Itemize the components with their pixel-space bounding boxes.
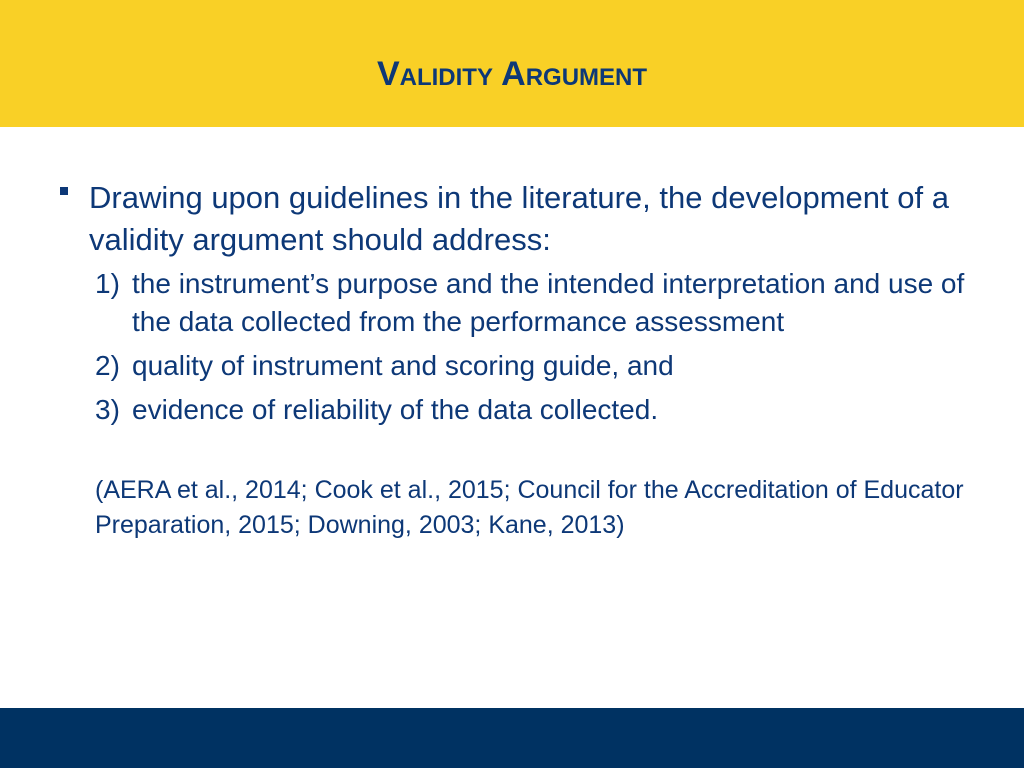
numbered-item-2 bbox=[95, 347, 985, 385]
item-number: 2) bbox=[95, 350, 120, 381]
item-number: 1) bbox=[95, 268, 120, 299]
square-bullet-icon bbox=[60, 187, 68, 195]
numbered-item-3 bbox=[95, 391, 985, 429]
numbered-item-1 bbox=[95, 265, 985, 341]
citation-text: (AERA et al., 2014; Cook et al., 2015; Council for the Accreditation of Educator Preparation, 2015; Downing, 2003; Kane, 2013) bbox=[95, 476, 964, 539]
slide-title: Validity Argument bbox=[376, 55, 648, 93]
item-text: evidence of reliability of the data collected. bbox=[132, 394, 659, 425]
bullet-text: Drawing upon guidelines in the literature, the development of a validity argument should address: bbox=[89, 180, 949, 257]
footer-band bbox=[0, 708, 1024, 768]
item-text: the instrument’s purpose and the intended interpretation and use of the data collected from the performance assessment bbox=[132, 268, 965, 337]
item-text: quality of instrument and scoring guide, and bbox=[132, 350, 674, 381]
item-number: 3) bbox=[95, 394, 120, 425]
